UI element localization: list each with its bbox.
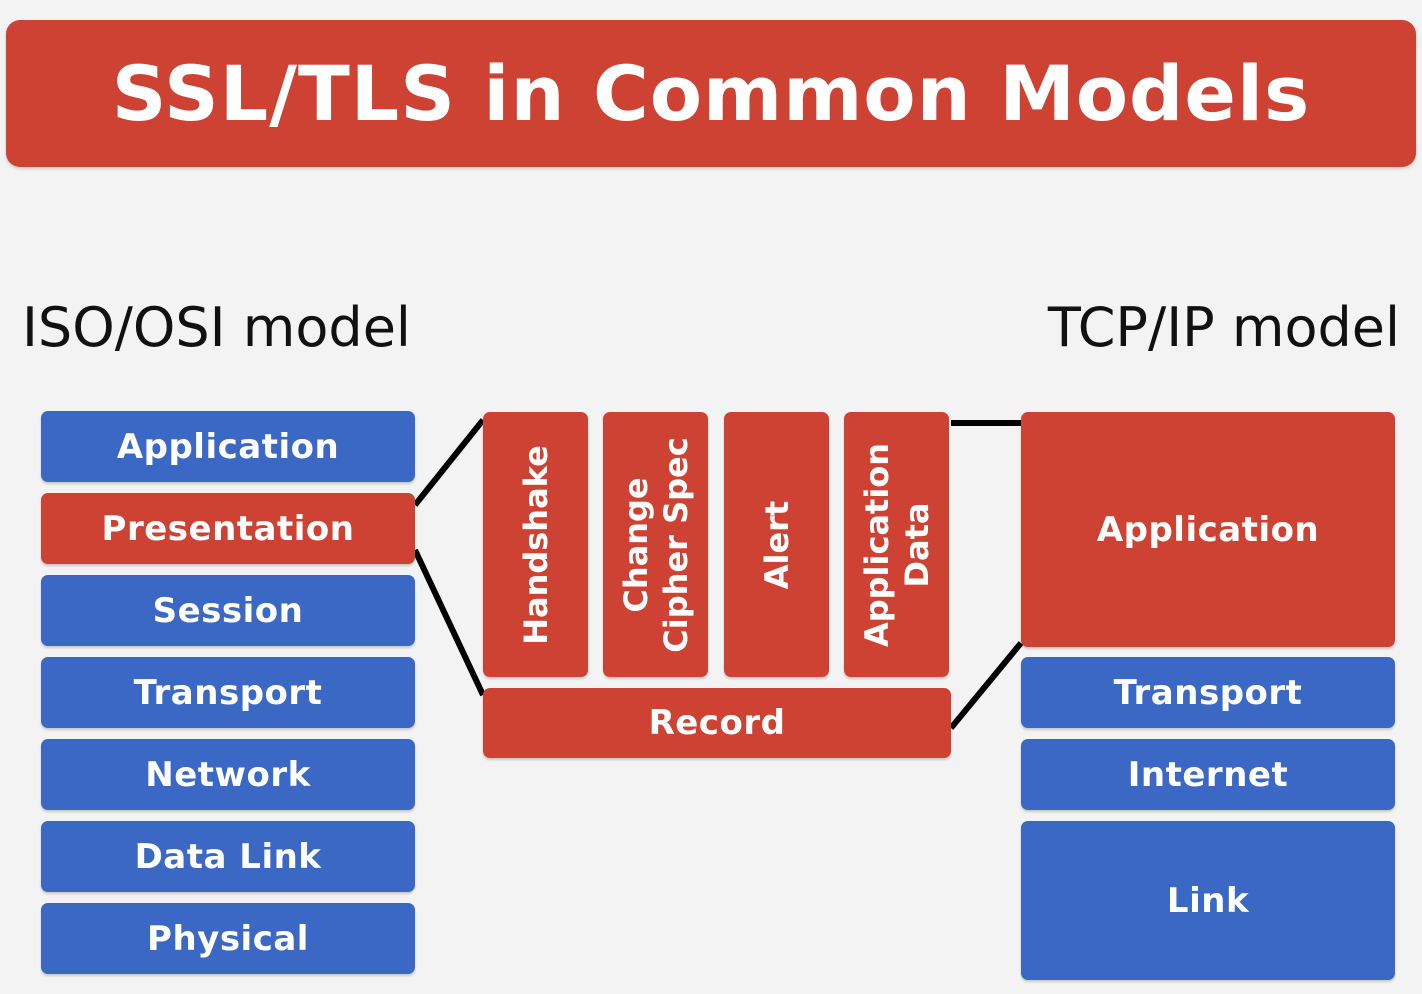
osi-layer-presentation bbox=[41, 493, 415, 564]
tls-protocol-line: Data bbox=[897, 501, 936, 588]
osi-layer-label: Session bbox=[152, 590, 304, 631]
osi-layer-application bbox=[41, 411, 415, 482]
osi-layer-label: Presentation bbox=[101, 508, 355, 549]
osi-layer-network bbox=[41, 739, 415, 810]
osi-layer-transport bbox=[41, 657, 415, 728]
tls-protocol-line: Alert bbox=[757, 500, 796, 589]
tls-protocol-label bbox=[857, 442, 937, 646]
tls-protocol-application-data bbox=[844, 412, 949, 677]
tls-protocol-label bbox=[757, 500, 797, 589]
connector-application-bottom bbox=[951, 643, 1021, 728]
tcpip-layer-label: Link bbox=[1166, 880, 1250, 921]
connector-presentation-top bbox=[415, 420, 483, 505]
tls-protocol-line: Application bbox=[857, 442, 896, 647]
tls-protocol-change-cipher-spec bbox=[603, 412, 708, 677]
connector-presentation-bottom bbox=[415, 550, 483, 695]
tls-protocol-alert bbox=[724, 412, 829, 677]
tcpip-model-label: TCP/IP model bbox=[1047, 296, 1400, 359]
tls-protocol-line: Handshake bbox=[516, 444, 555, 645]
tls-protocol-label bbox=[616, 437, 696, 652]
osi-layer-label: Network bbox=[145, 754, 311, 795]
tls-protocol-handshake bbox=[483, 412, 588, 677]
tls-protocol-label bbox=[516, 445, 556, 645]
title-banner bbox=[6, 20, 1416, 167]
page-title: SSL/TLS in Common Models bbox=[111, 49, 1311, 138]
tcpip-layer-link bbox=[1021, 821, 1395, 980]
tcpip-layer-label: Application bbox=[1096, 509, 1320, 550]
tcpip-layer-application bbox=[1021, 412, 1395, 647]
tcpip-layer-internet bbox=[1021, 739, 1395, 810]
osi-layer-label: Physical bbox=[147, 918, 309, 959]
osi-layer-data-link bbox=[41, 821, 415, 892]
osi-layer-session bbox=[41, 575, 415, 646]
osi-layer-physical bbox=[41, 903, 415, 974]
tls-record-layer bbox=[483, 688, 951, 758]
tcpip-layer-transport bbox=[1021, 657, 1395, 728]
osi-layer-label: Application bbox=[116, 426, 340, 467]
tls-record-label: Record bbox=[648, 703, 786, 743]
tls-protocol-line: Cipher Spec bbox=[656, 436, 695, 653]
tcpip-layer-label: Internet bbox=[1127, 754, 1289, 795]
osi-model-label: ISO/OSI model bbox=[22, 296, 411, 359]
tls-protocol-line: Change bbox=[616, 476, 655, 613]
osi-layer-label: Data Link bbox=[134, 836, 322, 877]
osi-layer-label: Transport bbox=[133, 672, 323, 713]
tcpip-layer-label: Transport bbox=[1113, 672, 1303, 713]
